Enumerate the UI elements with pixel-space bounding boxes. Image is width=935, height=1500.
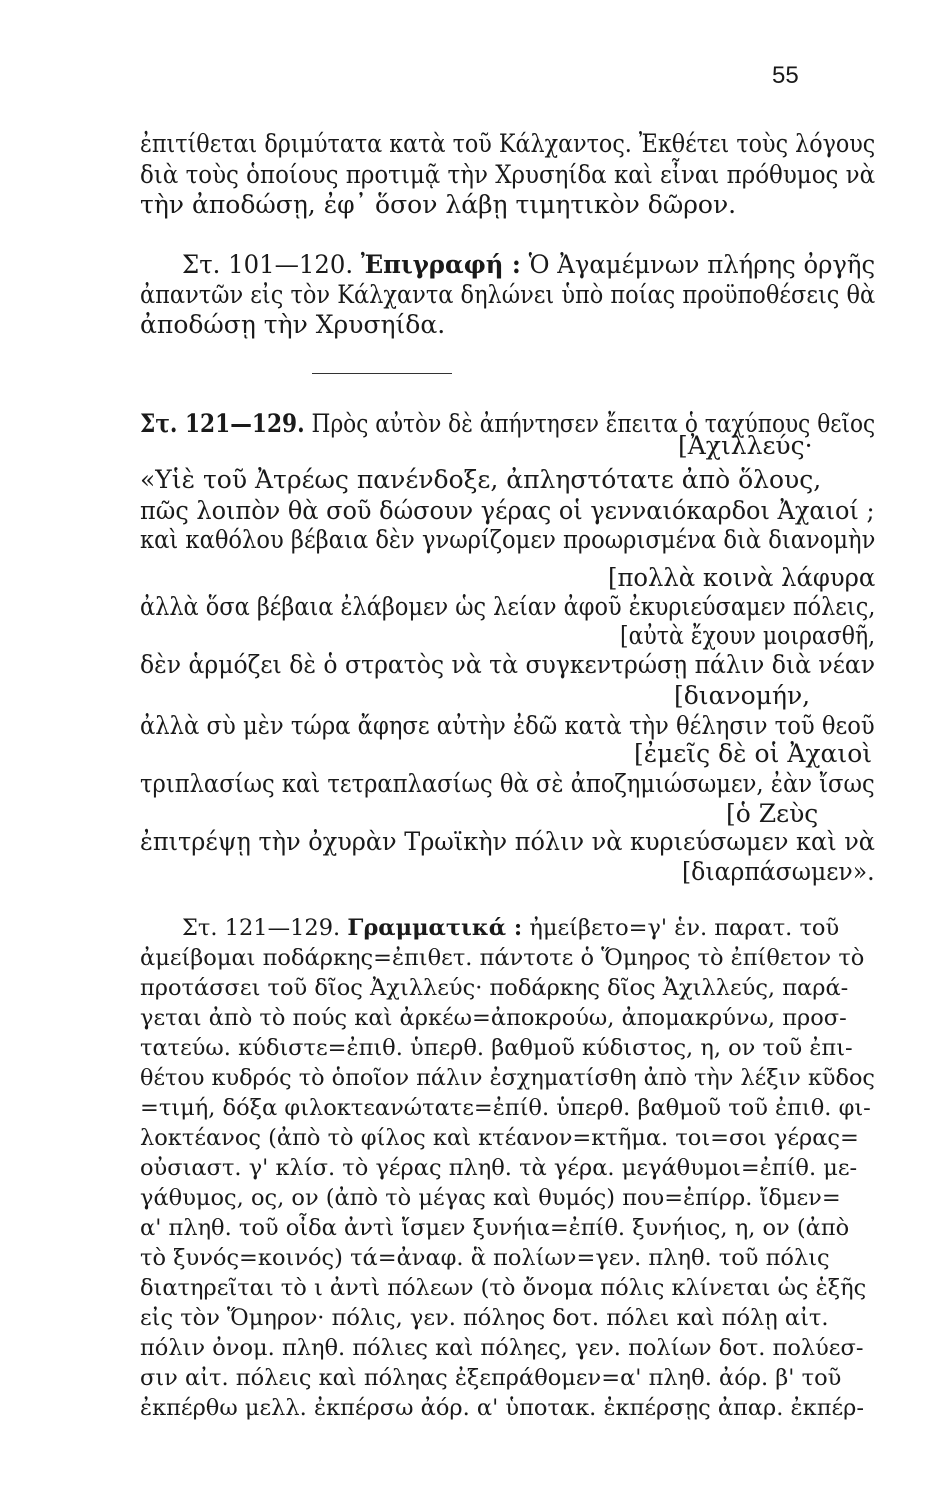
grammar-label: Γραμματικά : [347,915,523,941]
grammar-line: λοκτέανος (ἀπὸ τὸ φίλος καὶ κτέανον=κτῆμα. τοι=σοι γέρας= [140,1125,859,1151]
translation-line: δὲν ἁρμόζει δὲ ὁ στρατὸς νὰ τὰ συγκεντρώσῃ πάλιν διὰ νέαν [140,650,876,679]
grammar-line: Στ. 121—129. Γραμματικά : ἠμείβετο=γ' ἑν. παρατ. τοῦ [182,915,840,941]
heading-text: Ὁ Ἀγαμέμνων πλήρης ὀργῆς [528,250,876,279]
grammar-line: οὐσιαστ. γ' κλίσ. τὸ γέρας πληθ. τὰ γέρα. μεγάθυμοι=ἐπίθ. με- [140,1155,858,1181]
grammar-line: σιν αἰτ. πόλεις καὶ πόληας ἐξεπράθομεν=α' πληθ. ἀόρ. β' τοῦ [140,1365,842,1391]
heading-label: Ἐπιγραφή : [360,250,521,279]
translation-line: πῶς λοιπὸν θὰ σοῦ δώσουν γέρας οἱ γενναιόκαρδοι Ἀχαιοί ; [140,496,875,525]
grammar-line: γάθυμος, ος, ον (ἀπὸ τὸ μέγας καὶ θυμός) που=ἐπίρρ. ἴδμεν= [140,1185,841,1211]
translation-line: καὶ καθόλου βέβαια δὲν γνωρίζομεν προωρισμένα διὰ διανομὴν [140,525,876,554]
continuation-line: [αὐτὰ ἔχουν μοιρασθῆ, [620,621,876,650]
grammar-line: πόλιν ὀνομ. πληθ. πόλιες καὶ πόληες, γεν. πολίων δοτ. πολύεσ- [140,1335,864,1361]
continuation-line: [ὁ Ζεὺς [726,799,819,828]
section-divider [312,373,452,374]
continuation-line: [πολλὰ κοινὰ λάφυρα [608,563,876,592]
text-line: τὴν ἀποδώσῃ, ἐφ᾿ ὅσον λάβῃ τιμητικὸν δῶρον. [140,190,737,219]
grammar-line: διατηρεῖται τὸ ι ἀντὶ πόλεων (τὸ ὄνομα πόλις κλίνεται ὡς ἑξῆς [140,1275,867,1301]
grammar-line: τὸ ξυνός=κοινός) τά=ἀναφ. ἃ πολίων=γεν. πληθ. τοῦ πόλις [140,1245,830,1271]
translation-line: Στ. 121—129. Πρὸς αὐτὸν δὲ ἀπήντησεν ἔπειτα ὁ ταχύπους θεῖος [140,409,876,438]
translation-line: «Υἱὲ τοῦ Ἀτρέως πανένδοξε, ἀπληστότατε ἀπὸ ὅλους, [140,465,822,494]
grammar-line: τατεύω. κύδιστε=ἐπιθ. ὑπερθ. βαθμοῦ κύδιστος, η, ον τοῦ ἐπι- [140,1035,853,1061]
text-line: ἀπαντῶν εἰς τὸν Κάλχαντα δηλώνει ὑπὸ ποίας προϋποθέσεις θὰ [140,280,876,309]
grammar-line: προτάσσει τοῦ δῖος Ἀχιλλεύς· ποδάρκης δῖος Ἀχιλλεύς, παρά- [140,975,849,1001]
text-line: ἀποδώσῃ τὴν Χρυσηίδα. [140,310,446,339]
verse-range: Στ. 121—129. [140,409,305,438]
heading-line [182,251,875,279]
grammar-line: γεται ἀπὸ τὸ πούς καὶ ἀρκέω=ἀποκρούω, ἀπομακρύνω, προσ- [140,1005,847,1031]
translation-line: ἐπιτρέψῃ τὴν ὀχυρὰν Τρωϊκὴν πόλιν νὰ κυριεύσωμεν καὶ νὰ [140,827,875,856]
translation-line: ἀλλὰ σὺ μὲν τώρα ἄφησε αὐτὴν ἐδῶ κατὰ τὴν θέλησιν τοῦ θεοῦ [140,711,875,740]
grammar-line: α' πληθ. τοῦ οἶδα ἀντὶ ἴσμεν ξυνήια=ἐπίθ. ξυνήιος, η, ον (ἀπὸ [140,1215,850,1241]
grammar-line: ἐκπέρθω μελλ. ἐκπέρσω ἀόρ. α' ὑποτακ. ἐκπέρσῃς ἀπαρ. ἐκπέρ- [140,1395,864,1421]
grammar-line: θέτου κυδρός τὸ ὁποῖον πάλιν ἐσχηματίσθη ἀπὸ τὴν λέξιν κῦδος [140,1065,875,1091]
continuation-line: [διανομήν, [674,681,811,710]
continuation-line: [διαρπάσωμεν». [682,857,875,886]
page-number: 55 [772,62,799,89]
verse-range: Στ. 121—129. [182,915,341,941]
verse-range: Στ. 101—120. [182,250,354,279]
translation-line: τριπλασίως καὶ τετραπλασίως θὰ σὲ ἀποζημιώσωμεν, ἐὰν ἴσως [140,769,875,798]
continuation-line: [ἐμεῖς δὲ οἱ Ἀχαιοὶ [634,739,873,768]
grammar-line: εἰς τὸν Ὅμηρον· πόλις, γεν. πόληος δοτ. πόλει καὶ πόλῃ αἰτ. [140,1305,829,1331]
grammar-line: ἀμείβομαι ποδάρκης=ἐπιθετ. πάντοτε ὁ Ὅμηρος τὸ ἐπίθετον τὸ [140,945,865,971]
translation-line: ἀλλὰ ὅσα βέβαια ἐλάβομεν ὡς λείαν ἀφοῦ ἐκυριεύσαμεν πόλεις, [140,592,876,621]
continuation-line: [Ἀχιλλεύς· [678,431,813,460]
text-line: διὰ τοὺς ὁποίους προτιμᾷ τὴν Χρυσηίδα καὶ εἶναι πρόθυμος νὰ [140,160,876,189]
text-line: ἐπιτίθεται δριμύτατα κατὰ τοῦ Κάλχαντος. Ἐκθέτει τοὺς λόγους [140,129,876,158]
grammar-line: =τιμή, δόξα φιλοκτεανώτατε=ἐπίθ. ὑπερθ. βαθμοῦ τοῦ ἐπιθ. φι- [140,1095,871,1121]
